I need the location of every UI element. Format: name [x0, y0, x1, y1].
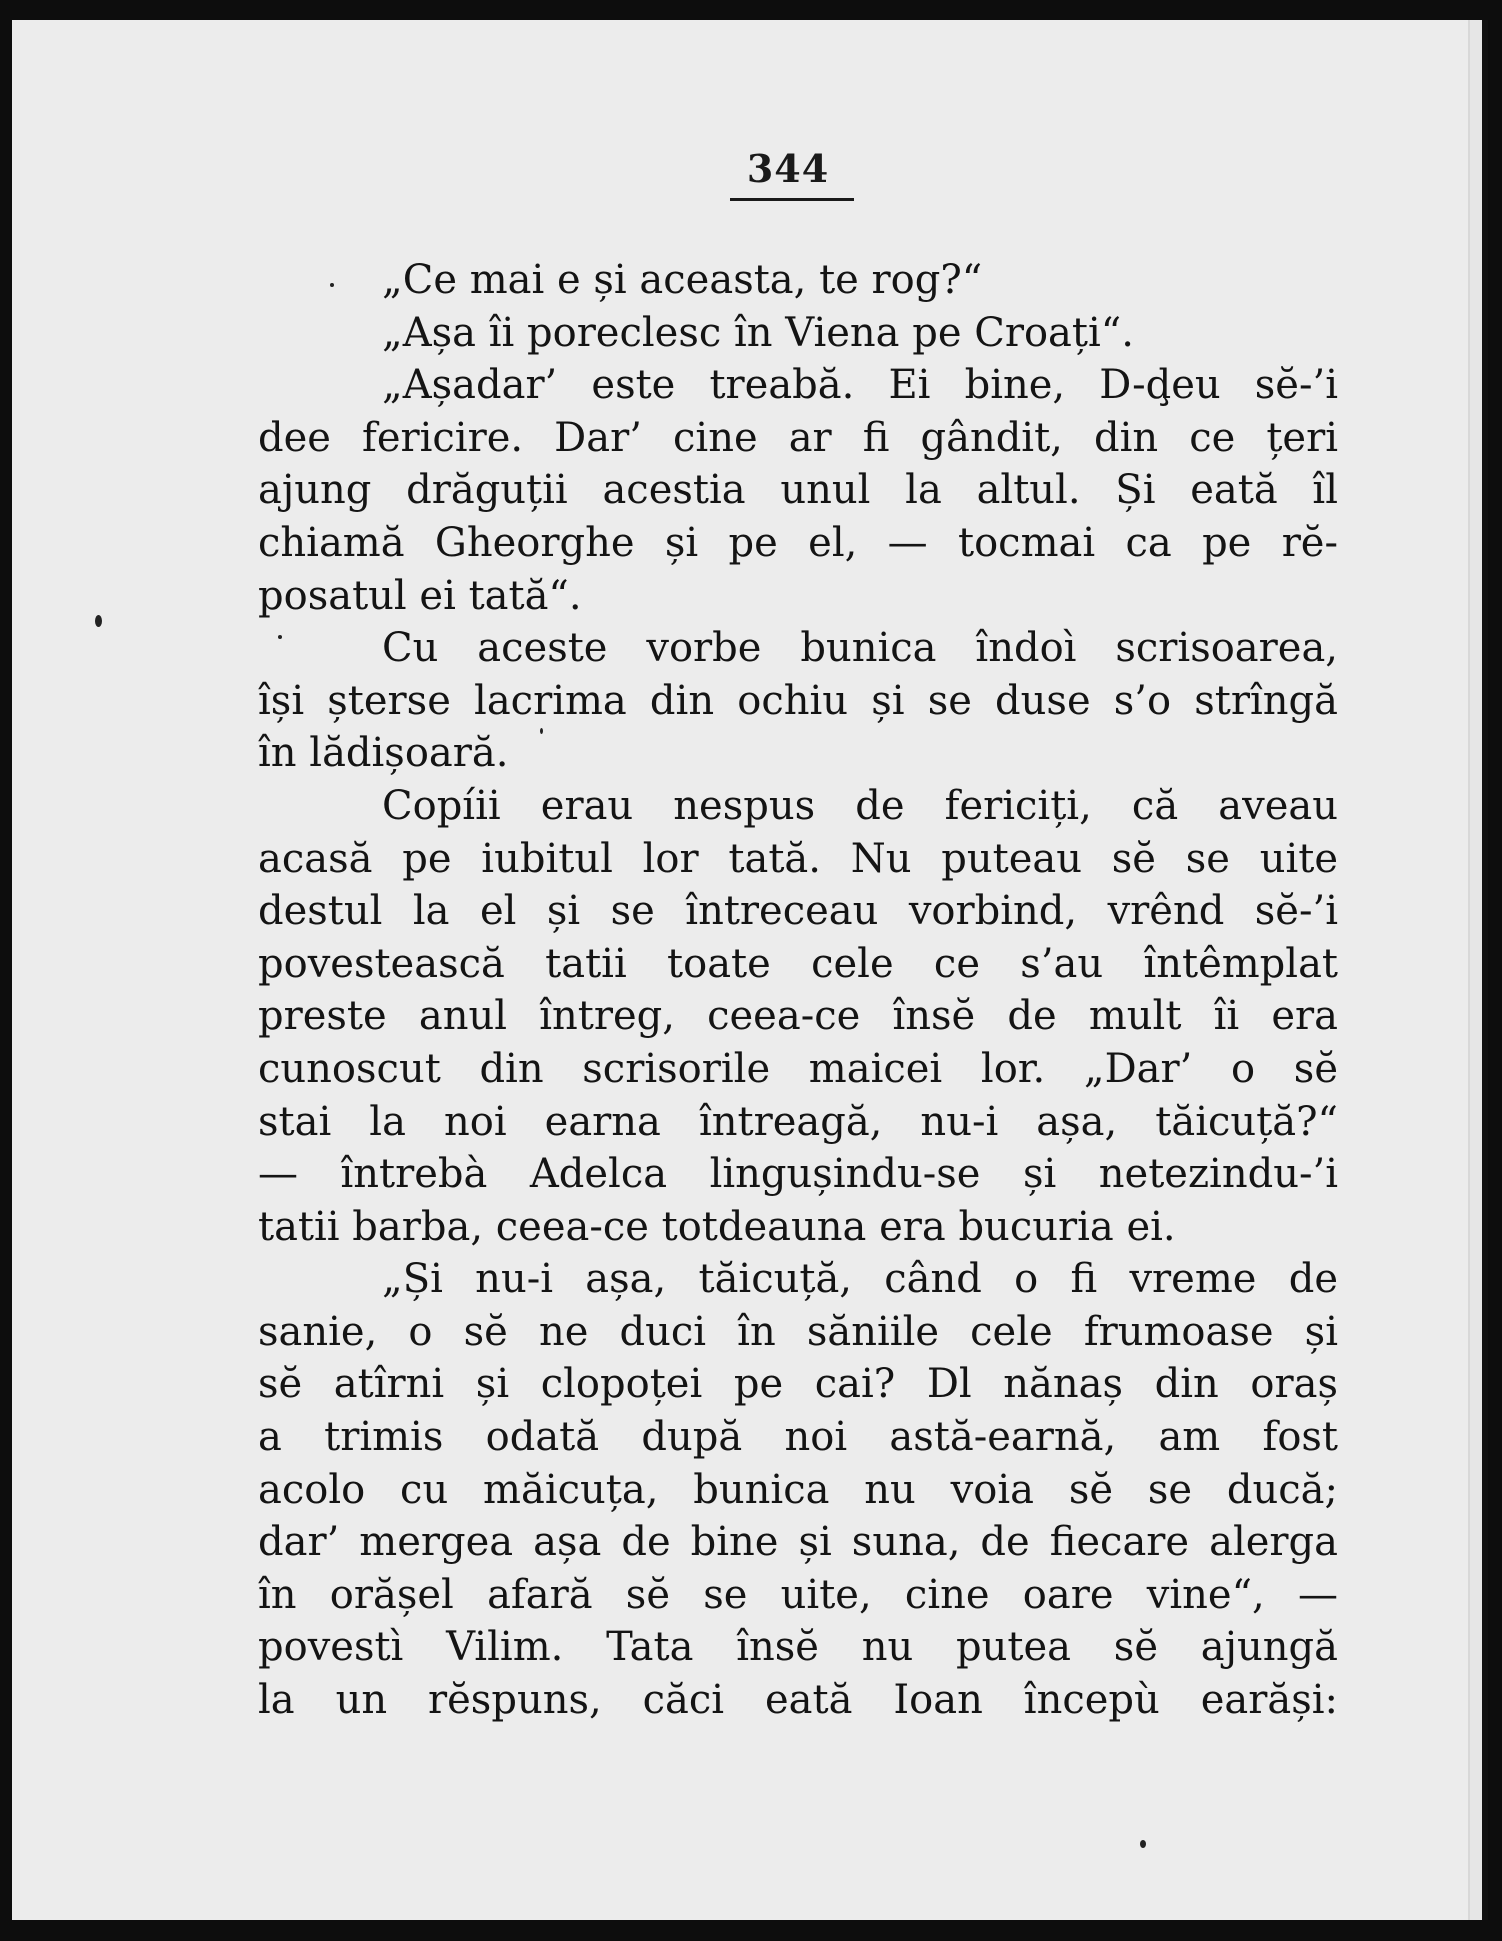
- text-line: — întrebà Adelca lingușindu-se și netezindu-’i: [258, 1151, 1338, 1198]
- page-edge: [1470, 20, 1482, 1920]
- book-page: [12, 20, 1471, 1920]
- paper-speck: [330, 283, 334, 287]
- text-line: povestească tatii toate cele ce s’au întêmplat: [258, 940, 1338, 987]
- text-line: în lădișoară.: [258, 730, 509, 777]
- text-line: a trimis odată după noi astă-earnă, am fost: [258, 1414, 1338, 1461]
- text-line: preste anul întreg, ceea-ce însĕ de mult îi era: [258, 993, 1338, 1040]
- paper-speck: [1140, 1840, 1146, 1848]
- text-line: sĕ atîrni și clopoței pe cai? Dl nănaș din oraș: [258, 1361, 1338, 1408]
- text-line: Copíii erau nespus de fericiți, că aveau: [382, 782, 1338, 829]
- text-line: Cu aceste vorbe bunica îndoì scrisoarea,: [382, 625, 1338, 672]
- text-line: dee fericire. Dar’ cine ar fi gândit, din ce țeri: [258, 414, 1338, 461]
- text-line: „Ce mai e și aceasta, te rog?“: [382, 257, 983, 303]
- page-edge-shadow: [1482, 20, 1488, 1920]
- text-line: „Așadar’ este treabă. Ei bine, D-ḑeu sĕ-’i: [382, 362, 1338, 409]
- text-line: destul la el și se întreceau vorbind, vrênd sĕ-’i: [258, 888, 1338, 935]
- text-line: dar’ mergea așa de bine și suna, de fiecare alerga: [258, 1519, 1338, 1566]
- text-line: sanie, o sĕ ne duci în săniile cele frumoase și: [258, 1308, 1338, 1355]
- paper-speck: [278, 635, 282, 639]
- text-line: stai la noi earna întreagă, nu-i așa, tăicuță?“: [258, 1098, 1338, 1145]
- body-text: [258, 254, 1338, 1727]
- page-number-rule: [730, 198, 854, 201]
- text-line: posatul ei tată“.: [258, 572, 582, 619]
- text-line: acasă pe iubitul lor tată. Nu puteau sĕ se uite: [258, 835, 1338, 882]
- text-line: ajung drăguții acestia unul la altul. Și eată îl: [258, 467, 1338, 514]
- text-line: acolo cu măicuța, bunica nu voia sĕ se ducă;: [258, 1466, 1338, 1513]
- text-line: chiamă Gheorghe și pe el, — tocmai ca pe rĕ-: [258, 519, 1338, 566]
- text-line: își șterse lacrima din ochiu și se duse s’o strîngă: [258, 677, 1338, 724]
- text-line: „Și nu-i așa, tăicuță, când o fi vreme de: [382, 1256, 1338, 1303]
- text-line: în orășel afară sĕ se uite, cine oare vine“, —: [258, 1571, 1338, 1618]
- paper-speck: [540, 728, 543, 734]
- text-line: povestì Vilim. Tata însĕ nu putea sĕ ajungă: [258, 1624, 1338, 1671]
- paper-speck: [95, 615, 102, 627]
- page-number: 344: [746, 146, 830, 191]
- text-line: cunoscut din scrisorile maicei lor. „Dar’ o sĕ: [258, 1045, 1338, 1092]
- text-line: „Așa îi poreclesc în Viena pe Croați“.: [382, 309, 1134, 356]
- text-line: la un rĕspuns, căci eată Ioan începù earăși:: [258, 1677, 1338, 1724]
- text-line: tatii barba, ceea-ce totdeauna era bucuria ei.: [258, 1203, 1176, 1250]
